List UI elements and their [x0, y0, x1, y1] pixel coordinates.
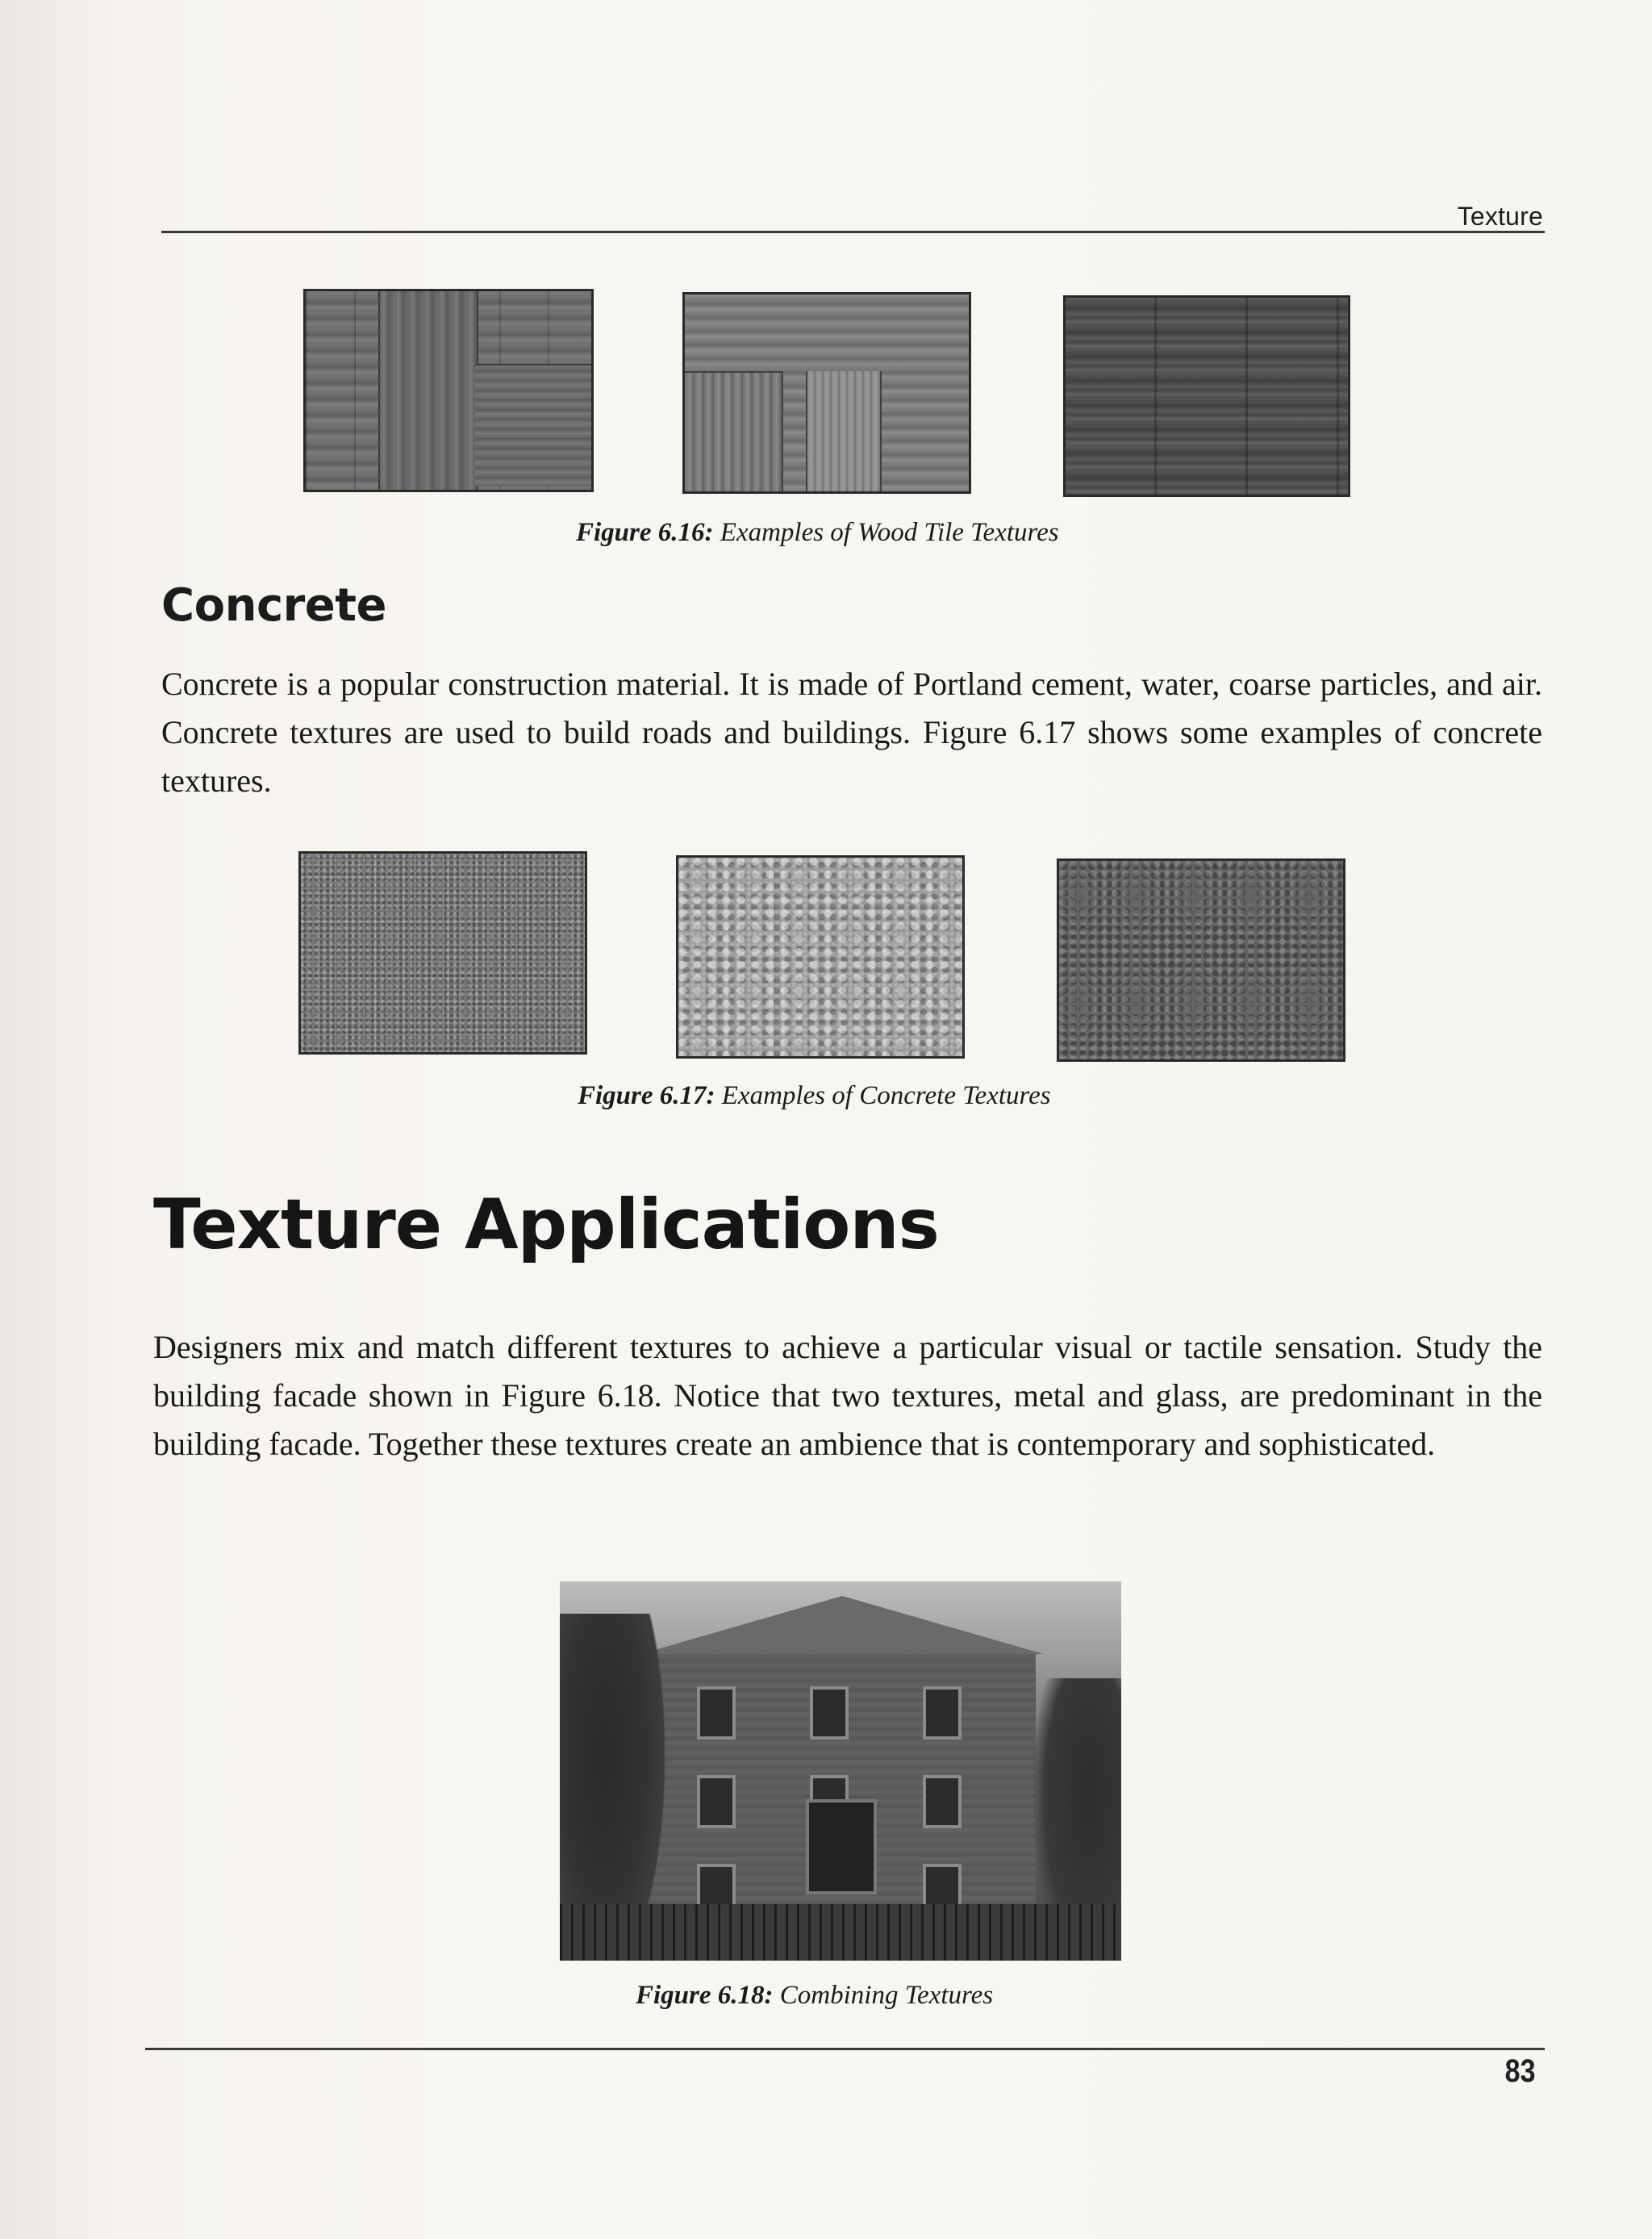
building-window	[697, 1775, 736, 1828]
footer-rule	[145, 2048, 1545, 2050]
figure-number-building: Figure 6.18:	[636, 1981, 774, 2010]
building-pediment	[640, 1596, 1044, 1654]
texture-applications-paragraph: Designers mix and match different textures to achieve a particular visual or tactile sensation. Study the building facade shown in Figure 6.18. Notice that two textures, metal and glass, are predominant in the building facade. Together these textures create an ambience that is contemporary and sophisticated.	[153, 1329, 1542, 1462]
building-facade-photo	[560, 1581, 1121, 1961]
concrete-paragraph: Concrete is a popular construction material. It is made of Portland cement, water, coarse particles, and air. Concrete textures are used to build roads and buildings. Figure 6.17 shows some examples of concrete textures.	[161, 666, 1542, 799]
building-fence	[560, 1904, 1121, 1961]
figure-caption-concrete	[578, 1081, 1051, 1111]
wood-texture-image-1	[303, 289, 594, 492]
figure-text-concrete: Examples of Concrete Textures	[721, 1081, 1051, 1110]
header-rule	[161, 231, 1545, 233]
building-window	[810, 1686, 849, 1740]
running-header-title: Texture	[1457, 202, 1543, 231]
page-number: 83	[1504, 2053, 1535, 2089]
wood-texture-image-3	[1063, 295, 1350, 497]
figure-text-building: Combining Textures	[779, 1981, 994, 2010]
concrete-heading: Concrete	[161, 579, 386, 632]
concrete-texture-image-2	[676, 855, 965, 1059]
figure-text-wood: Examples of Wood Tile Textures	[720, 518, 1059, 547]
building-window	[923, 1775, 962, 1828]
figure-caption-building	[636, 1981, 993, 2011]
wood-texture-image-2	[682, 292, 971, 494]
figure-number-concrete: Figure 6.17:	[578, 1081, 715, 1110]
figure-number-wood: Figure 6.16:	[576, 518, 714, 547]
building-window	[697, 1686, 736, 1740]
building-door	[806, 1799, 877, 1894]
concrete-texture-image-1	[298, 851, 587, 1055]
figure-caption-wood	[576, 518, 1059, 548]
building-window	[923, 1686, 962, 1740]
texture-applications-heading: Texture Applications	[153, 1184, 939, 1265]
concrete-texture-image-3	[1057, 858, 1345, 1062]
